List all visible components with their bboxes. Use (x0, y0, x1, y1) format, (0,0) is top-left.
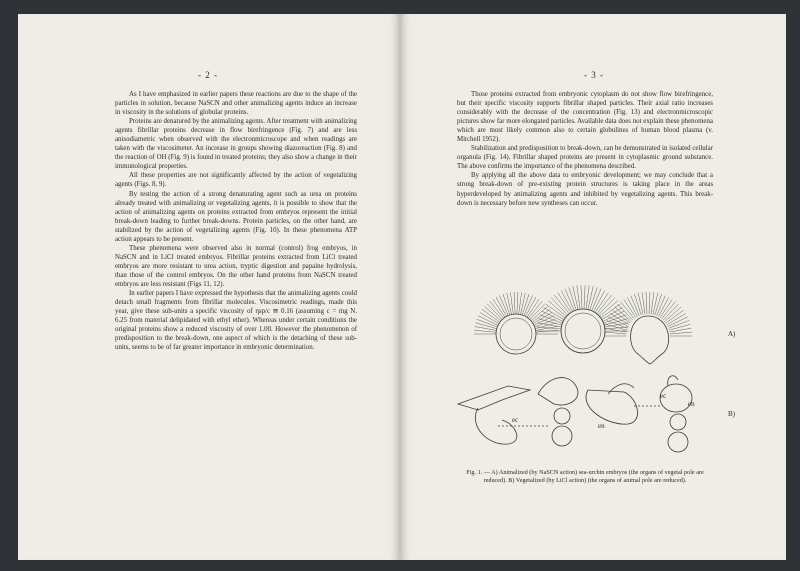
figure-label-a: A) (728, 330, 736, 338)
cilium (604, 332, 626, 334)
cilium (537, 327, 561, 329)
cilium (670, 332, 692, 334)
cilium (646, 292, 647, 314)
cilium (670, 328, 692, 332)
cilium (493, 299, 505, 317)
paragraph: Proteins are denatured by the animalizing agents. After treatment with animalizing agents fibrillar proteins decrease in flow birefringence (Fig. 7) and are less anisodiametric when observed with the electronmicroscope and when readings are taken with the viscosimeter. An increase in groups showing diazoreaction (Fig. 8) and the reaction of OH (Fig. 9) is found in treated proteins; they also show a change in their immunological properties. (115, 118, 357, 171)
cilium (474, 330, 496, 332)
cilium (558, 293, 571, 313)
embryo-a1-body (496, 314, 536, 354)
left-page (18, 14, 398, 560)
paragraph: As I have emphasized in earlier papers these reactions are due to the shape of the particles in solution, because NaSCN and other animalizing agents induce an increase in viscosity in the solutions of globular proteins. (115, 91, 357, 117)
embryo-a1-inner (500, 318, 532, 350)
cilium (546, 304, 565, 318)
cilium (612, 310, 630, 323)
paragraph: These phenomena were observed also in normal (control) frog embryos, in NaSCN and in LiCl treated embryos. Fibrillar proteins extracted from LiCl treated embryos are more resistant to urea action, tryptic digestion and papaine hydrolysis, than those of the control embryos. On the other hand proteins from NaSCN treated embryos are less resistant (Figs 11, 12). (115, 244, 357, 288)
cilium (649, 292, 650, 314)
embryo-a3-body (631, 316, 669, 364)
cilium (527, 299, 539, 317)
embryo-b4-cell (670, 414, 686, 430)
cilium (662, 302, 676, 319)
paragraph: Stabilization and predisposition to break-down, can be demonstrated in isolated cellular organula (Fig. 14). Fibrillar shaped proteins are present in cytoplasmic ground substance. The above confirms the importance of the phenomena described. (457, 145, 713, 171)
left-page-text (115, 90, 357, 352)
embryo-b3-body (586, 390, 638, 424)
cilium (517, 292, 518, 314)
cilium (490, 301, 504, 318)
cilium (532, 309, 550, 322)
page-number: - 2 - (198, 70, 218, 80)
embryo-b2-cell (554, 408, 570, 424)
cilium (598, 298, 615, 315)
embryo-b1-body (458, 386, 530, 410)
cilium (665, 307, 682, 321)
figure-label-ec: ec (512, 416, 519, 424)
paragraph: By testing the action of a strong denaturating agent such as urea on proteins already treated with animalizing or vegetalizing agents, it is possible to show that the action of animalizing agents on proteins extracted from embryos represent the initial break-down leading to further break-downs. Protein particles, on the other hand, are stabilized by the action of vegetalizing agents (Fig. 10). In these phenomena ATP action appears to be present. (115, 190, 357, 243)
embryo-illustration (438, 276, 758, 462)
paragraph: In earlier papers I have expressed the hypothesis that the animalizing agents could detach small fragments from fibrillar molecules. Viscosimetric readings, made this year, give these sub-units a specific viscosity of ηsp/c ≅ 0.16 (assuming c = mg N. 6.25 from material delipidated with ethyl ether). Whereas under certain conditions the original proteins show a reduced viscosity of over 1.00. However the phenomenon of predisposition to the break-down, one aspect of which is the detaching of these sub-units, seems to be of far greater importance in embryonic determination. (115, 290, 357, 352)
figure-label-en: en (688, 400, 695, 408)
cilium (669, 324, 690, 330)
cilium (666, 310, 684, 323)
cilium (551, 298, 568, 315)
figure-caption: Fig. 1. — A) Animalized (by NaSCN action) sea-urchin embryos (the organs of vegetal pole are reduced). B) Vegetalized (by LiCl action) (the organs of animal pole are reduced). (466, 469, 704, 484)
cilium (554, 295, 569, 314)
cilium (528, 301, 542, 318)
embryo-a3 (604, 292, 692, 336)
cilium (663, 304, 678, 320)
cilium (514, 292, 515, 314)
book-spread (18, 14, 786, 560)
right-page (402, 14, 786, 560)
embryo-b2-cell (552, 426, 572, 446)
cilium (548, 301, 566, 317)
cilium (618, 304, 633, 320)
paragraph: Those proteins extracted from embryonic cytoplasm do not show flow birefringence, but their specific viscosity supports fibrillar shaped particles. Their axial ratio increases considerably with the decrease of the concentration (Fig. 13) and electronmicroscopic pictures show far more elongated particles. Available data does not explain these phenomena which are most likely common also to certain globulines of human blood plasma (v. Mitchell 1952). (457, 91, 713, 144)
cilium (540, 315, 562, 323)
cilium (600, 301, 618, 317)
cilium (651, 292, 654, 314)
right-page-text (457, 90, 713, 208)
figure-label-ec: ec (660, 392, 667, 400)
cilium (653, 293, 658, 314)
figure-label-b: B) (728, 410, 735, 418)
cilium (487, 304, 502, 320)
paragraph: All these properties are not significantly affected by the action of vegetalizing agents (Figs. 8, 9). (115, 172, 357, 189)
cilium (538, 323, 562, 327)
cilium (475, 327, 497, 331)
embryo-b3-arm (608, 384, 634, 394)
embryo-a2-body (561, 309, 605, 353)
paragraph: By applying all the above data to embryonic development; we may conclude that a strong break-down of pre-existing protein structures is taking place in the areas hyperdeveloped by animalizing agents and inhibited by vegetalizing agents. This break-down is necessary before new syntheses can occur. (457, 172, 713, 207)
cilium (482, 309, 500, 322)
cilium (642, 292, 645, 314)
embryo-b2-body (538, 378, 578, 405)
cilium (605, 328, 627, 332)
cilium (584, 285, 585, 309)
cilium (595, 293, 608, 313)
embryo-a2 (537, 285, 629, 331)
page-number: - 3 - (584, 70, 604, 80)
embryo-figure (438, 276, 758, 462)
cilium (536, 330, 558, 332)
cilium (597, 295, 612, 314)
cilium (581, 285, 582, 309)
embryo-b4-cell (668, 432, 688, 452)
embryo-a2-inner (565, 313, 601, 349)
cilium (638, 293, 643, 314)
cilium (484, 306, 501, 320)
cilium (601, 304, 620, 318)
figure-label-en: en (598, 422, 605, 430)
